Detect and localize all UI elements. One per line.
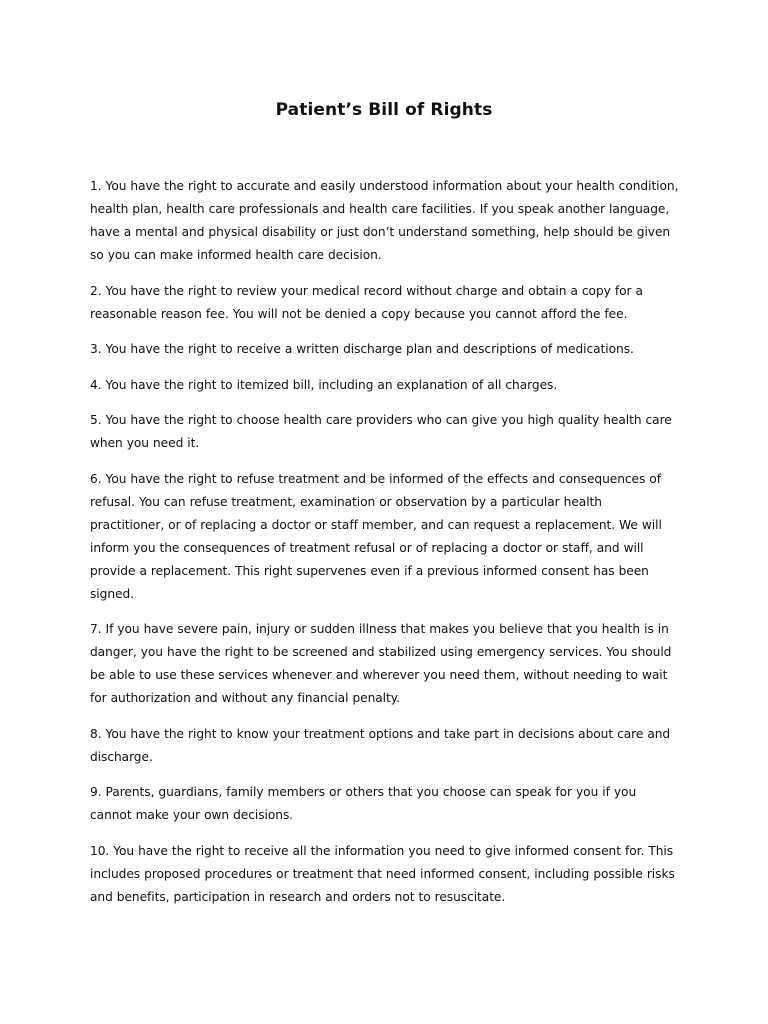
rights-list <box>90 175 680 921</box>
right-item-1: 1. You have the right to accurate and easily understood information about your health condition, health plan, health care professionals and health care facilities. If you speak another language, have a mental and physical disability or just don’t understand something, help should be given so you can make informed health care decision. <box>90 179 679 262</box>
right-item-2: 2. You have the right to review your medical record without charge and obtain a copy for a reasonable reason fee. You will not be denied a copy because you cannot afford the fee. <box>90 283 643 321</box>
right-item-10: 10. You have the right to receive all the information you need to give informed consent for. This includes proposed procedures or treatment that need informed consent, including possible risks and benefits, participation in research and orders not to resuscitate. <box>90 843 675 904</box>
right-item-9: 9. Parents, guardians, family members or others that you choose can speak for you if you cannot make your own decisions. <box>90 785 637 822</box>
right-item-8: 8. You have the right to know your treatment options and take part in decisions about care and discharge. <box>90 726 671 764</box>
right-item-6: 6. You have the right to refuse treatment and be informed of the effects and consequences of refusal. You can refuse treatment, examination or observation by a particular health practitioner, or of replacing a doctor or staff member, and can request a replacement. We will inform you the consequences of treatment refusal or of replacing a doctor or staff, and will provide a replacement. This right supervenes even if a previous informed consent has been signed. <box>90 471 662 601</box>
right-item-7: 7. If you have severe pain, injury or sudden illness that makes you believe that you health is in danger, you have the right to be screened and stabilized using emergency services. You should be able to use these services whenever and wherever you need them, without needing to wait for authorization and without any financial penalty. <box>90 622 672 705</box>
right-item-3: 3. You have the right to receive a written discharge plan and descriptions of medications. <box>90 342 634 356</box>
document-title: Patient’s Bill of Rights <box>275 100 493 120</box>
right-item-5: 5. You have the right to choose health care providers who can give you high quality health care when you need it. <box>90 413 672 450</box>
right-item-4: 4. You have the right to itemized bill, including an explanation of all charges. <box>90 377 558 392</box>
